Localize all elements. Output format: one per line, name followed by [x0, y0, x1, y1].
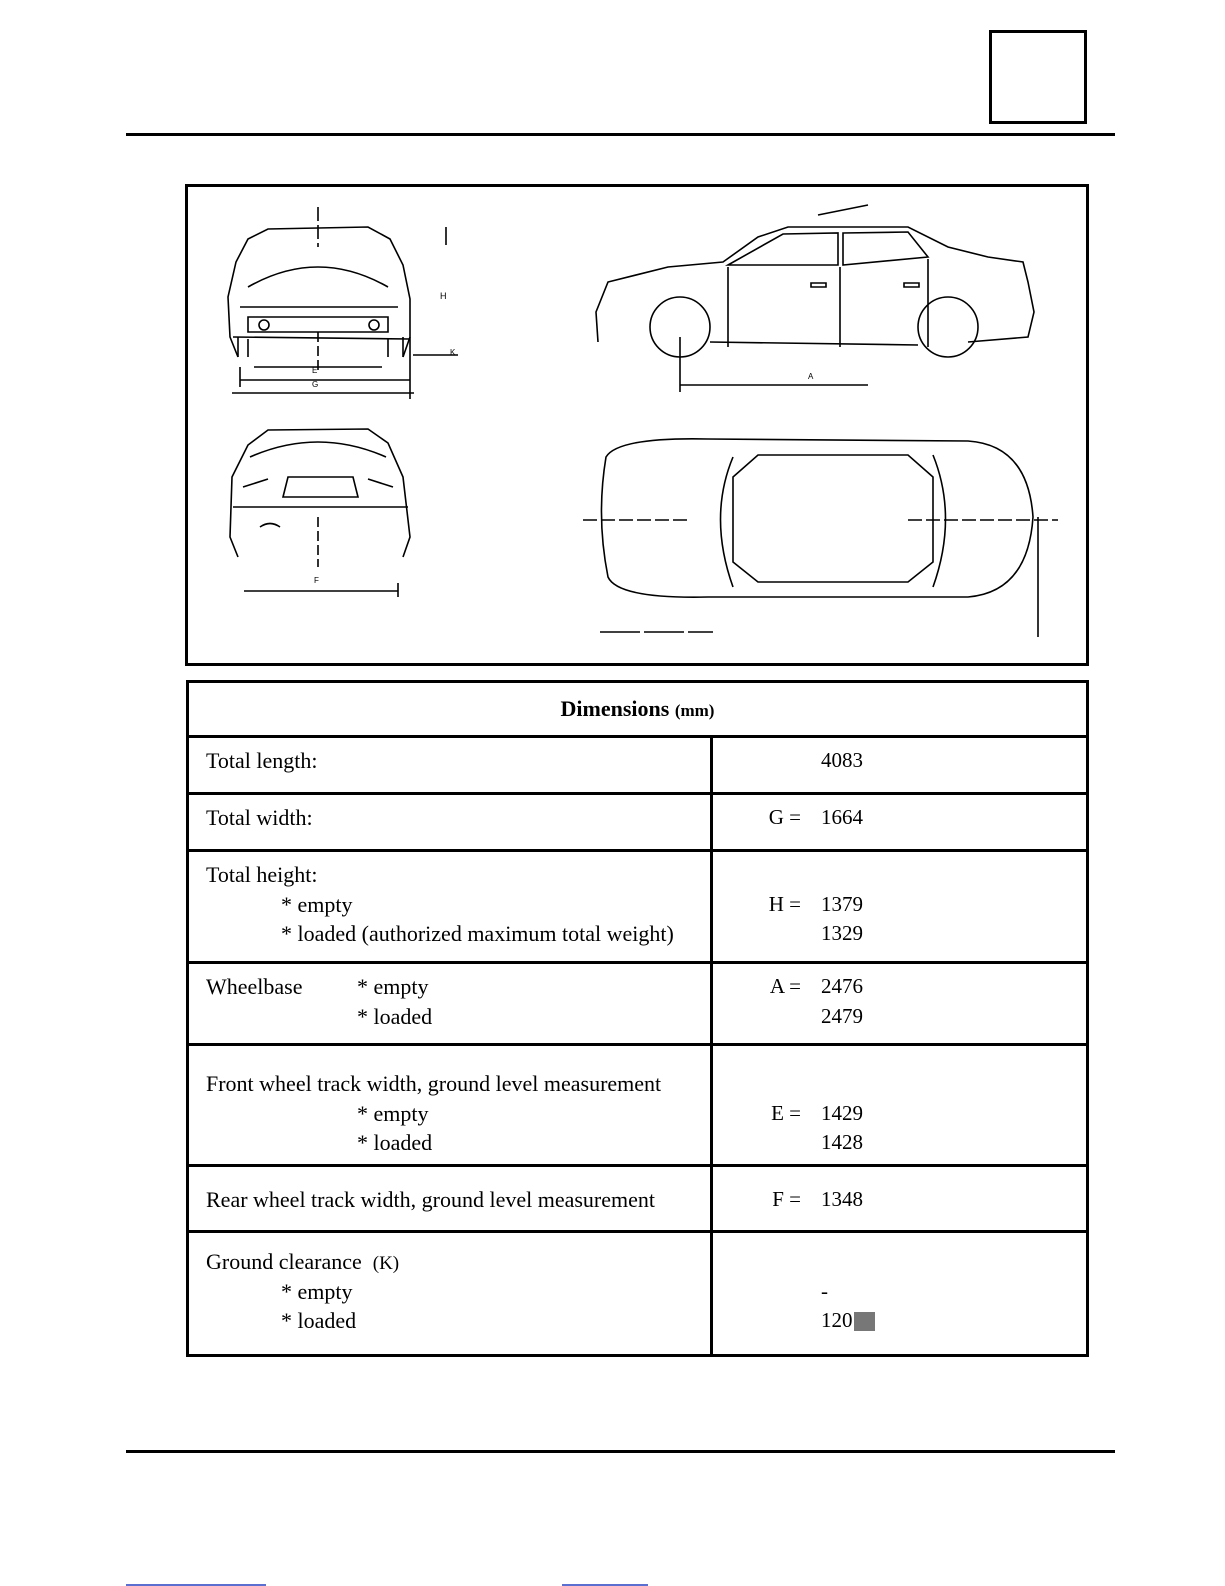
- row-letter: A =: [769, 974, 801, 998]
- table-header-row: [188, 682, 1088, 737]
- row-value: 120: [821, 1308, 853, 1332]
- table-unit: (mm): [674, 701, 715, 720]
- row-label: Wheelbase: [206, 974, 303, 999]
- dimensions-table: [186, 680, 1089, 1357]
- header-rule: [126, 133, 1115, 136]
- row-label-suffix: (K): [372, 1253, 400, 1274]
- row-value: -: [821, 1278, 828, 1303]
- row-sublabel: * empty: [281, 891, 353, 917]
- row-value: 1379: [821, 891, 863, 916]
- table-row: [188, 851, 1088, 963]
- table-title: Dimensions (mm): [188, 682, 1088, 737]
- row-letter: F =: [772, 1187, 801, 1211]
- row-value: 2479: [821, 1003, 863, 1028]
- row-value: 1329: [821, 921, 863, 945]
- row-label: Total height:: [206, 862, 318, 887]
- label-height: H: [440, 291, 447, 301]
- row-sublabel: * loaded: [357, 1003, 433, 1029]
- table-row: [188, 1045, 1088, 1166]
- row-label: Total length:: [206, 748, 318, 773]
- table-row: [188, 794, 1088, 851]
- chapter-tab-box: [989, 30, 1087, 124]
- table-row: [188, 737, 1088, 794]
- row-label: Total width:: [206, 805, 313, 830]
- vehicle-drawing-frame: [185, 184, 1089, 666]
- row-letter: G =: [768, 805, 801, 829]
- row-sublabel: * empty: [357, 1100, 429, 1126]
- label-wheelbase: A: [808, 372, 814, 381]
- rear-view: [230, 429, 410, 597]
- row-sublabel: * empty: [281, 1278, 353, 1304]
- vehicle-dimension-drawing: [188, 187, 1086, 663]
- row-sublabel: * empty: [357, 974, 429, 999]
- side-view: [596, 205, 1034, 392]
- row-value: 2476: [821, 974, 863, 998]
- table-row: [188, 1166, 1088, 1232]
- row-value: 1429: [821, 1100, 863, 1125]
- table-row: [188, 1232, 1088, 1356]
- row-value: 1428: [821, 1130, 863, 1154]
- row-letter: H =: [768, 891, 801, 916]
- top-view: [583, 439, 1058, 637]
- row-label: Front wheel track width, ground level measurement: [206, 1071, 662, 1096]
- redaction-mark: [854, 1312, 875, 1331]
- row-value: 1664: [821, 805, 863, 829]
- row-letter: E =: [771, 1100, 801, 1125]
- label-total-width: G: [312, 380, 319, 389]
- label-ground: K: [450, 348, 456, 357]
- row-sublabel: * loaded: [357, 1130, 433, 1155]
- front-view: [228, 207, 458, 399]
- row-value: 4083: [821, 748, 863, 772]
- row-value: 1348: [821, 1187, 863, 1211]
- row-sublabel: * loaded (authorized maximum total weight): [281, 921, 674, 946]
- row-sublabel: * loaded: [281, 1308, 357, 1333]
- label-front-track: E: [312, 366, 318, 375]
- label-rear-track: F: [314, 576, 319, 585]
- table-row: [188, 963, 1088, 1045]
- row-label: Rear wheel track width, ground level measurement: [206, 1187, 656, 1212]
- row-label: Ground clearance: [206, 1249, 362, 1274]
- footer-rule: [126, 1450, 1115, 1453]
